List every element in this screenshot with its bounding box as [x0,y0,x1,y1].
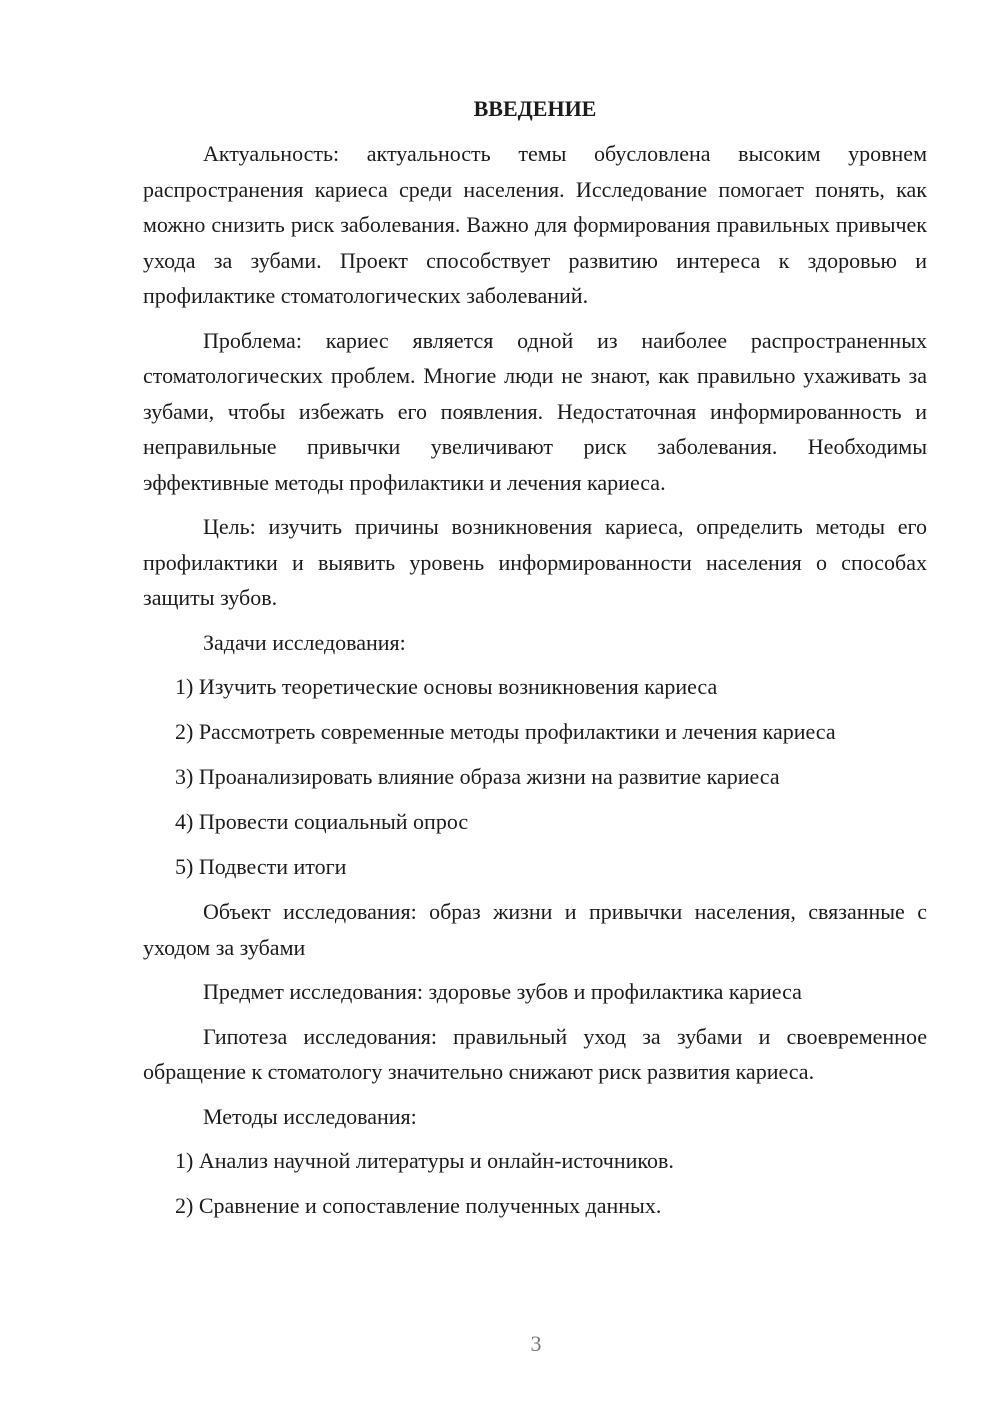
task-item-2: 2) Рассмотреть современные методы профилактики и лечения кариеса [175,719,836,744]
method-item-1: 1) Анализ научной литературы и онлайн-источников. [175,1148,674,1173]
methods-heading: Методы исследования: [203,1103,417,1129]
subject-paragraph: Предмет исследования: здоровье зубов и профилактика кариеса [203,979,802,1004]
page-number: 3 [530,1331,542,1356]
object-paragraph: Объект исследования: образ жизни и привычки населения, связанные с уходом за зубами [143,899,927,960]
problem-paragraph: Проблема: кариес является одной из наиболее распространенных стоматологических проблем. Многие люди не знают, как правильно ухаживать за зубами, чтобы избежать его появления. Недостаточная информированность и неправильные привычки увеличивают риск заболевания. Необходимы эффективные методы профилактики и лечения кариеса. [143,327,927,495]
relevance-paragraph: Актуальность: актуальность темы обусловлена высоким уровнем распространения кариеса среди населения. Исследование помогает понять, как можно снизить риск заболевания. Важно для формирования правильных привычек ухода за зубами. Проект способствует развитию интереса к здоровью и профилактике стоматологических заболеваний. [143,141,927,308]
task-item-3: 3) Проанализировать влияние образа жизни на развитие кариеса [175,764,780,789]
goal-paragraph: Цель: изучить причины возникновения кариеса, определить методы его профилактики и выявить уровень информированности населения о способах защиты зубов. [143,514,927,610]
task-item-4: 4) Провести социальный опрос [175,809,469,834]
task-item-1: 1) Изучить теоретические основы возникновения кариеса [175,674,718,699]
method-item-2: 2) Сравнение и сопоставление полученных данных. [175,1193,662,1218]
hypothesis-paragraph: Гипотеза исследования: правильный уход за зубами и своевременное обращение к стоматологу значительно снижают риск развития кариеса. [143,1023,927,1084]
document-page [143,92,927,1233]
tasks-heading: Задачи исследования: [203,629,406,655]
page-title: ВВЕДЕНИЕ [473,96,597,121]
task-item-5: 5) Подвести итоги [175,854,347,879]
